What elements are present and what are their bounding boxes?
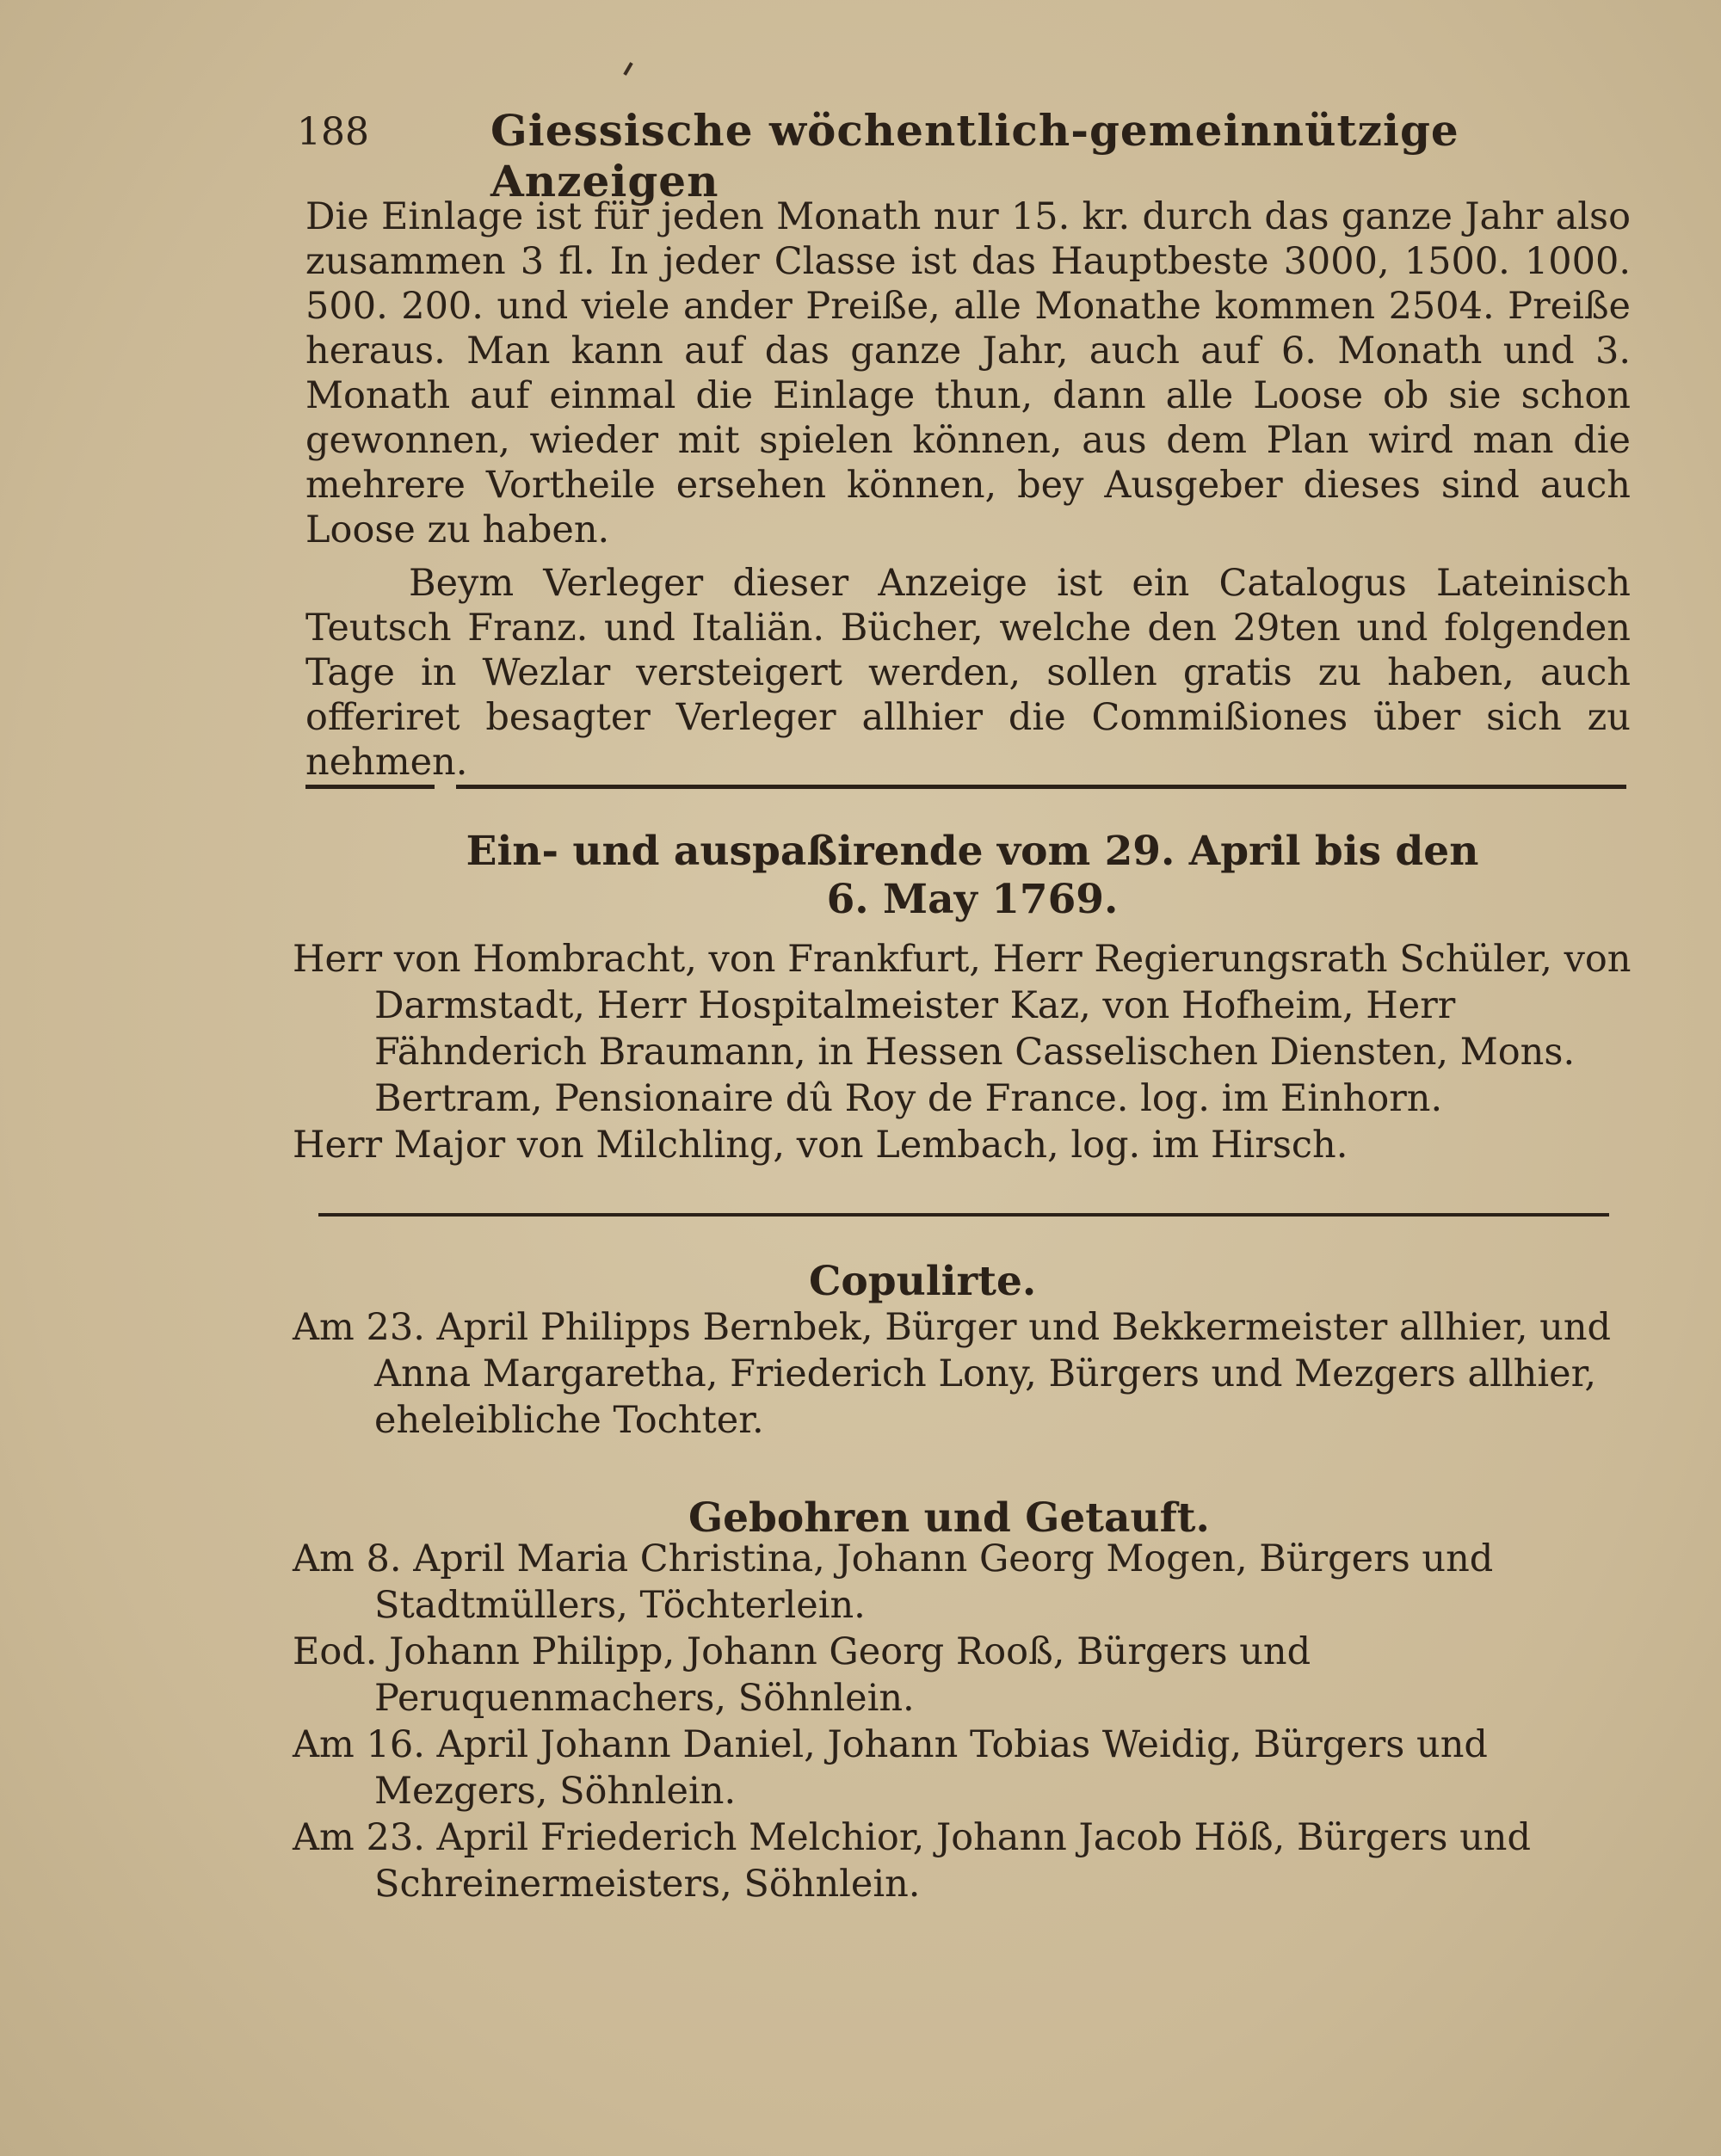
lottery-paragraph: Die Einlage ist für jeden Monath nur 15. kr. durch das ganze Jahr also zusammen 3 fl. In jeder Classe ist das Hauptbeste 3000, 1500. 1000. 500. 200. und viele ander Preiße, alle Monathe kommen 2504. Preiße heraus. Man kann auf das ganze Jahr, auch auf 6. Monath und 3. Monath auf einmal die Einlage thun, dann alle Loose ob sie schon gewonnen, wieder mit spielen können, aus dem Plan wird man die mehrere Vortheile ersehen können, bey Ausgeber dieses sind auch Loose zu haben. <box>305 195 1631 551</box>
ink-mark <box>623 62 632 76</box>
travellers-heading-line2: 6. May 1769. <box>826 876 1119 923</box>
running-title: Giessische wöchentlich-gemeinnützige Anzeigen <box>490 105 1459 206</box>
divider-rule-long <box>456 785 1626 789</box>
list-item: Am 8. April Maria Christina, Johann Georg Mogen, Bürgers und Stadtmüllers, Töchterlein. <box>293 1537 1494 1627</box>
births-list <box>293 1536 1635 1907</box>
list-item: Eod. Johann Philipp, Johann Georg Rooß, Bürgers und Peruquenmachers, Söhnlein. <box>293 1630 1311 1720</box>
travellers-heading-line1: Ein- und auspaßirende vom 29. April bis den <box>466 828 1479 875</box>
list-item: Am 23. April Friederich Melchior, Johann Jacob Höß, Bürgers und Schreinermeisters, Söhnlein. <box>293 1816 1532 1906</box>
catalogue-paragraph: Beym Verleger dieser Anzeige ist ein Catalogus Lateinisch Teutsch Franz. und Italiän. Bücher, welche den 29ten und folgenden Tage in Wezlar versteigert werden, sollen gratis zu haben, auch offeriret besagter Verleger allhier die Commißiones über sich zu nehmen. <box>305 562 1631 784</box>
page-header <box>297 102 1622 206</box>
list-item: Am 16. April Johann Daniel, Johann Tobias Weidig, Bürgers und Mezgers, Söhnlein. <box>293 1723 1488 1813</box>
divider-rule <box>318 1213 1609 1217</box>
marriages-list <box>293 1304 1635 1444</box>
births-heading: Gebohren und Getauft. <box>688 1494 1210 1542</box>
list-item: Herr Major von Milchling, von Lembach, log. im Hirsch. <box>293 1124 1348 1167</box>
divider-rule-short <box>305 785 435 789</box>
marriages-heading: Copulirte. <box>809 1258 1037 1305</box>
list-item: Herr von Hombracht, von Frankfurt, Herr Regierungsrath Schüler, von Darmstadt, Herr Hospitalmeister Kaz, von Hofheim, Herr Fähnderich Braumann, in Hessen Casselischen Diensten, Mons. Bertram, Pensionaire dû Roy de France. log. im Einhorn. <box>293 938 1632 1120</box>
travellers-heading <box>465 828 1480 924</box>
list-item: Am 23. April Philipps Bernbek, Bürger und Bekkermeister allhier, und Anna Margaretha, Friederich Lony, Bürgers und Mezgers allhier, eheleibliche Tochter. <box>293 1306 1612 1442</box>
travellers-list <box>293 936 1635 1168</box>
page-number: 188 <box>297 110 369 154</box>
